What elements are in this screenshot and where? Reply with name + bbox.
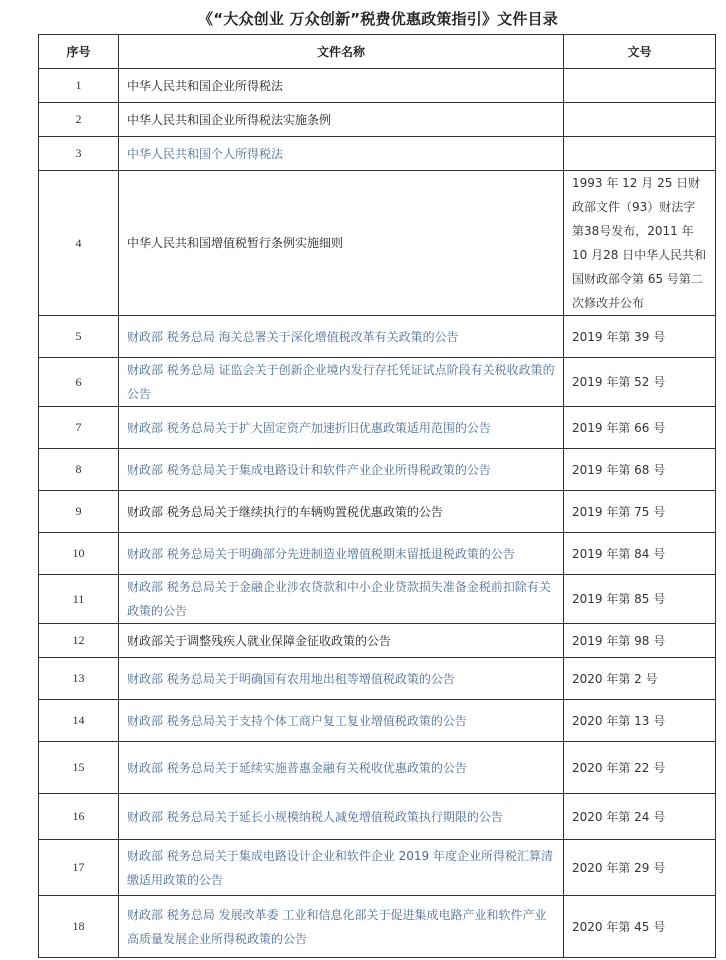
table-row — [39, 316, 716, 358]
document-number — [564, 103, 716, 137]
document-number: 2020 年第 45 号 — [564, 896, 716, 958]
table-header-row — [39, 35, 716, 69]
column-header-doc: 文号 — [564, 35, 716, 69]
table-row — [39, 449, 716, 491]
column-header-num: 序号 — [39, 35, 119, 69]
row-number: 2 — [39, 103, 119, 137]
table-row — [39, 794, 716, 840]
document-name-text: 财政部关于调整残疾人就业保障金征收政策的公告 — [127, 633, 392, 648]
document-name — [119, 742, 564, 794]
document-number: 2019 年第 85 号 — [564, 575, 716, 624]
document-link[interactable]: 财政部 税务总局关于扩大固定资产加速折旧优惠政策适用范围的公告 — [127, 420, 491, 435]
document-number: 2019 年第 52 号 — [564, 358, 716, 407]
row-number: 6 — [39, 358, 119, 407]
document-name-text: 财政部 税务总局关于继续执行的车辆购置税优惠政策的公告 — [127, 504, 443, 519]
document-link[interactable]: 财政部 税务总局关于明确国有农用地出租等增值税政策的公告 — [127, 671, 455, 686]
row-number: 4 — [39, 171, 119, 316]
row-number: 14 — [39, 700, 119, 742]
document-name — [119, 840, 564, 896]
row-number: 3 — [39, 137, 119, 171]
row-number: 13 — [39, 658, 119, 700]
table-row — [39, 103, 716, 137]
row-number: 11 — [39, 575, 119, 624]
document-number: 2019 年第 98 号 — [564, 624, 716, 658]
document-number: 2019 年第 66 号 — [564, 407, 716, 449]
document-name — [119, 171, 564, 316]
table-row — [39, 575, 716, 624]
document-name — [119, 700, 564, 742]
document-name — [119, 491, 564, 533]
document-link[interactable]: 财政部 税务总局关于支持个体工商户复工复业增值税政策的公告 — [127, 713, 467, 728]
document-name — [119, 103, 564, 137]
document-number: 2020 年第 24 号 — [564, 794, 716, 840]
row-number: 5 — [39, 316, 119, 358]
row-number: 15 — [39, 742, 119, 794]
document-number: 2019 年第 68 号 — [564, 449, 716, 491]
row-number: 9 — [39, 491, 119, 533]
document-name — [119, 624, 564, 658]
document-name-text: 中华人民共和国企业所得税法 — [127, 78, 284, 93]
document-name-text: 中华人民共和国增值税暂行条例实施细则 — [127, 236, 344, 250]
row-number: 10 — [39, 533, 119, 575]
table-row — [39, 658, 716, 700]
row-number: 7 — [39, 407, 119, 449]
table-row — [39, 896, 716, 958]
document-number: 2019 年第 75 号 — [564, 491, 716, 533]
document-name — [119, 69, 564, 103]
document-name — [119, 896, 564, 958]
document-number — [564, 69, 716, 103]
page-title: 《“大众创业 万众创新”税费优惠政策指引》文件目录 — [198, 10, 558, 28]
row-number: 16 — [39, 794, 119, 840]
table-row — [39, 533, 716, 575]
table-row — [39, 840, 716, 896]
row-number: 18 — [39, 896, 119, 958]
document-link[interactable]: 中华人民共和国个人所得税法 — [127, 146, 284, 161]
document-link[interactable]: 财政部 税务总局关于延续实施普惠金融有关税收优惠政策的公告 — [127, 760, 467, 775]
row-number: 1 — [39, 69, 119, 103]
document-link[interactable]: 财政部 税务总局关于集成电路设计和软件产业企业所得税政策的公告 — [127, 462, 491, 477]
document-link[interactable]: 财政部 税务总局 海关总署关于深化增值税改革有关政策的公告 — [127, 329, 459, 344]
table-row — [39, 407, 716, 449]
document-number: 2020 年第 2 号 — [564, 658, 716, 700]
document-name — [119, 358, 564, 407]
table-row — [39, 358, 716, 407]
document-link[interactable]: 财政部 税务总局关于金融企业涉农贷款和中小企业贷款损失准备金税前扣除有关政策的公告 — [127, 580, 551, 618]
document-catalog-table — [38, 34, 716, 958]
document-name — [119, 658, 564, 700]
document-number: 2019 年第 84 号 — [564, 533, 716, 575]
document-name — [119, 137, 564, 171]
table-row — [39, 69, 716, 103]
table-row — [39, 137, 716, 171]
table-row — [39, 742, 716, 794]
document-name — [119, 575, 564, 624]
document-link[interactable]: 财政部 税务总局 发展改革委 工业和信息化部关于促进集成电路产业和软件产业高质量发展企业所得税政策的公告 — [127, 907, 547, 946]
document-name — [119, 533, 564, 575]
document-number: 2020 年第 13 号 — [564, 700, 716, 742]
row-number: 17 — [39, 840, 119, 896]
table-row — [39, 171, 716, 316]
document-number: 1993 年 12 月 25 日财政部文件（93）财法字第38号发布，2011 年 10 月28 日中华人民共和国财政部令第 65 号第二次修改并公布 — [564, 171, 716, 316]
document-name — [119, 794, 564, 840]
table-row — [39, 491, 716, 533]
column-header-name: 文件名称 — [119, 35, 564, 69]
table-row — [39, 624, 716, 658]
row-number: 8 — [39, 449, 119, 491]
document-link[interactable]: 财政部 税务总局关于延长小规模纳税人减免增值税政策执行期限的公告 — [127, 809, 503, 824]
document-number — [564, 137, 716, 171]
document-link[interactable]: 财政部 税务总局 证监会关于创新企业境内发行存托凭证试点阶段有关税收政策的公告 — [127, 363, 555, 401]
row-number: 12 — [39, 624, 119, 658]
document-number: 2019 年第 39 号 — [564, 316, 716, 358]
document-number: 2020 年第 29 号 — [564, 840, 716, 896]
table-row — [39, 700, 716, 742]
document-name — [119, 449, 564, 491]
document-name-text: 中华人民共和国企业所得税法实施条例 — [127, 112, 332, 127]
document-name — [119, 316, 564, 358]
document-link[interactable]: 财政部 税务总局关于明确部分先进制造业增值税期末留抵退税政策的公告 — [127, 546, 515, 561]
document-link[interactable]: 财政部 税务总局关于集成电路设计企业和软件企业 2019 年度企业所得税汇算清缴适用政策的公告 — [127, 848, 553, 887]
document-name — [119, 407, 564, 449]
document-number: 2020 年第 22 号 — [564, 742, 716, 794]
